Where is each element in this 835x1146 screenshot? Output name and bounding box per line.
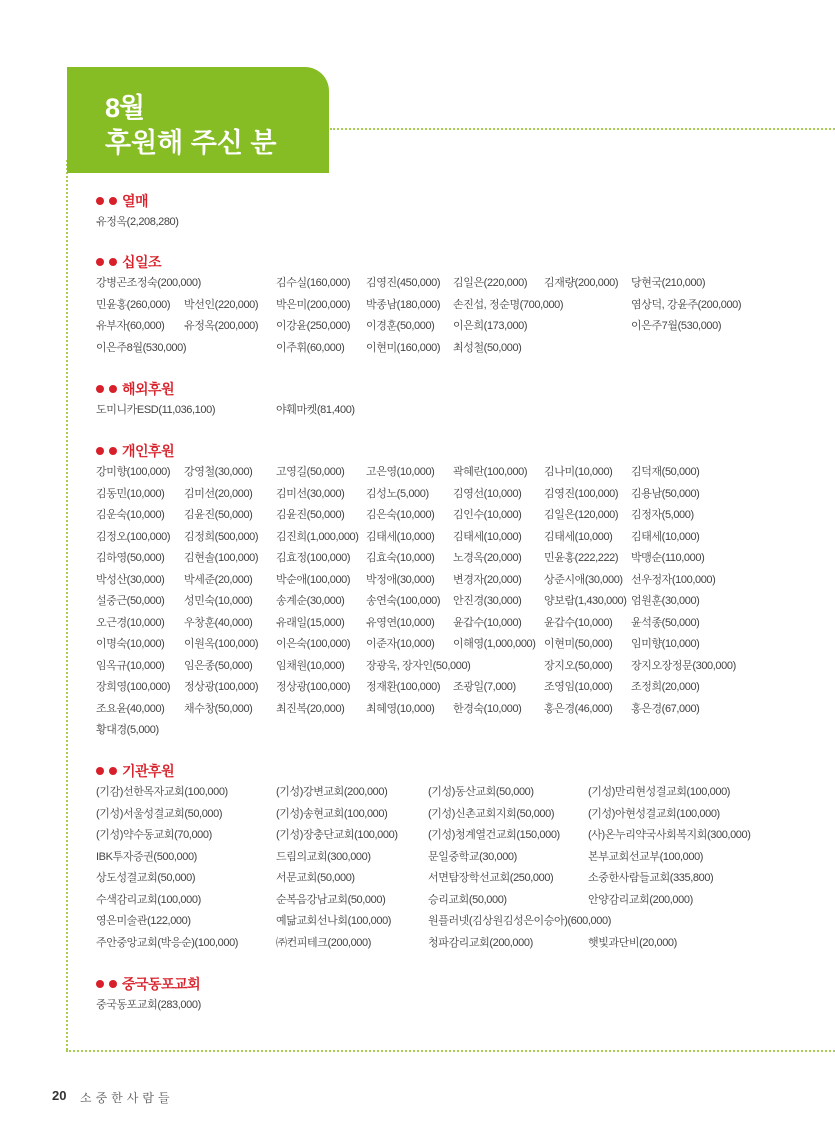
donor-entry: 정상광(100,000) [276,681,351,693]
donor-entry: 김운숙(10,000) [96,509,165,521]
donor-entry: 당현국(210,000) [631,277,706,289]
donor-entry: 엄원훈(30,000) [631,595,700,607]
donor-entry: 박종남(180,000) [366,298,441,311]
donor-row [96,910,611,932]
donor-entry: 이강윤(250,000) [276,320,351,332]
section-title: 개인후원 [122,443,175,459]
page-frame-top [330,128,835,130]
donor-row [96,846,704,868]
donor-entry: 윤석종(50,000) [631,616,700,629]
donor-entry: 장희영(100,000) [96,681,171,693]
section [96,441,736,741]
donor-entry: (기성)강변교회(200,000) [276,786,388,798]
donor-entry: 박정애(30,000) [366,573,435,586]
donor-row [96,294,742,316]
donor-entry: 박순애(100,000) [276,573,351,586]
bullet-dot-icon [109,258,117,266]
donor-entry: 채수창(50,000) [184,702,253,715]
page-frame-bottom [66,1050,835,1052]
donor-entry: 임채원(10,000) [276,659,345,672]
donor-entry: 노경옥(20,000) [453,552,522,564]
donor-entry: 유정옥(2,208,280) [96,216,179,228]
donor-entry: 도미니카ESD(11,036,100) [96,404,216,416]
donor-row [96,803,720,825]
donor-entry: 김동민(10,000) [96,487,165,500]
donor-row [96,719,174,741]
donor-entry: 이은주8월(530,000) [96,341,187,354]
donor-entry: 승리교회(50,000) [428,893,507,906]
donor-entry: 이명숙(10,000) [96,638,165,650]
page-title-month: 8월 [105,93,145,123]
donor-entry: 예닮교회선나회(100,000) [276,915,392,927]
donor-entry: (기성)동산교회(50,000) [428,786,534,798]
donor-row [96,612,700,634]
donor-entry: 장지오(50,000) [544,659,613,672]
page-title-subtitle: 후원해 주신 분 [105,128,277,158]
donor-entry: 송계순(30,000) [276,595,345,607]
donor-entry: 김하영(50,000) [96,552,165,564]
donor-row [96,504,694,526]
donor-entry: 서면탐장학선교회(250,000) [428,872,554,884]
donor-entry: 윤갑수(10,000) [453,616,522,629]
donor-entry: 이경훈(50,000) [366,320,435,332]
donor-entry: 박성산(30,000) [96,573,165,586]
donor-entry: 이준자(10,000) [366,638,435,650]
donor-entry: 김용남(50,000) [631,487,700,500]
donor-entry: 안진경(30,000) [453,595,522,607]
bullet-dot-icon [109,767,117,775]
donor-entry: 송연숙(100,000) [366,595,441,607]
donor-entry: 이현미(160,000) [366,341,441,354]
donor-entry: 소중한사람들교회(335,800) [588,872,714,884]
section-title: 중국동포교회 [122,976,201,992]
donor-entry: 김현솔(100,000) [184,552,259,564]
donor-entry: 김영진(100,000) [544,487,619,500]
donor-entry: 조요윤(40,000) [96,702,165,715]
donor-entry: 최성철(50,000) [453,341,522,354]
donor-entry: 조영임(10,000) [544,681,613,693]
donor-entry: 조정희(20,000) [631,681,700,693]
donor-entry: 이은주7월(530,000) [631,320,722,332]
donor-row [96,272,706,294]
donor-entry: 강미향(100,000) [96,466,171,478]
section-header [96,761,174,781]
donor-entry: 강병곤조정숙(200,000) [96,277,201,289]
donor-entry: 안양감리교회(200,000) [588,893,693,906]
donor-entry: 상도성결교회(50,000) [96,872,196,884]
section-header [96,191,148,211]
bullet-dot-icon [109,385,117,393]
donor-entry: 이현미(50,000) [544,638,613,650]
donor-entry: 양보람(1,430,000) [544,595,627,607]
donor-entry: 최혜영(10,000) [366,702,435,715]
section [96,379,355,421]
donor-entry: 김정희(500,000) [184,530,259,543]
donor-entry: 김태세(10,000) [453,530,522,543]
donor-entry: 김은숙(10,000) [366,509,435,521]
donor-entry: 염상덕, 강윤주(200,000) [631,298,742,311]
donor-entry: 유영연(10,000) [366,616,435,629]
donor-row [96,932,677,954]
donor-row [96,461,700,483]
donor-entry: 원플러넷(김상원김성은이승아)(600,000) [428,915,611,927]
section-header [96,974,200,994]
donor-row [96,337,522,359]
donor-row [96,590,700,612]
donor-entry: 장지오장정문(300,000) [631,659,736,672]
bullet-dot-icon [109,447,117,455]
donor-entry: 김윤진(50,000) [276,509,345,521]
donor-entry: 장광욱, 장자인(50,000) [366,659,471,672]
donor-row [96,824,751,846]
donor-entry: 김덕재(50,000) [631,466,700,478]
donor-entry: 최진복(20,000) [276,702,345,715]
donor-entry: 우창훈(40,000) [184,616,253,629]
donor-row [96,399,355,421]
donor-entry: 김영선(10,000) [453,487,522,500]
donor-entry: 임옥규(10,000) [96,659,165,672]
donor-entry: 박맹순(110,000) [631,552,705,564]
donor-entry: 김정자(5,000) [631,509,694,521]
donor-entry: 홍은경(67,000) [631,702,700,715]
donor-row [96,547,705,569]
donor-entry: 이은희(173,000) [453,320,528,332]
section [96,974,200,1016]
donor-entry: 박은미(200,000) [276,298,351,311]
donor-entry: 유정옥(200,000) [184,320,259,332]
donor-entry: 김미선(20,000) [184,487,253,500]
donor-entry: (기성)아현성결교회(100,000) [588,807,720,820]
donor-entry: 김재량(200,000) [544,277,619,289]
donor-entry: 성민숙(10,000) [184,595,253,607]
donor-entry: 오근경(10,000) [96,616,165,629]
donor-entry: 설중근(50,000) [96,595,165,607]
bullet-dot-icon [109,197,117,205]
donor-entry: IBK투자증권(500,000) [96,850,197,863]
donor-entry: 고은영(10,000) [366,466,435,478]
donor-row [96,781,731,803]
donor-entry: 유래일(15,000) [276,616,345,629]
donor-entry: 수색감리교회(100,000) [96,893,201,906]
donor-row [96,569,716,591]
donor-entry: 김효숙(10,000) [366,552,435,564]
donor-entry: 홍은경(46,000) [544,702,613,715]
donor-entry: 김미선(30,000) [276,487,345,500]
donor-entry: 주안중앙교회(박응순)(100,000) [96,936,239,949]
donor-entry: 김일은(220,000) [453,277,528,289]
donor-entry: 본부교회선교부(100,000) [588,850,704,863]
donor-row [96,655,736,677]
donor-entry: 김효정(100,000) [276,552,351,564]
donor-entry: 임은종(50,000) [184,659,253,672]
section-title: 열매 [122,193,149,209]
donor-row [96,994,200,1016]
donor-entry: 김윤진(50,000) [184,509,253,521]
donor-entry: 상준시애(30,000) [544,573,623,586]
page-number: 20 [52,1088,67,1103]
donor-entry: 영은미술관(122,000) [96,915,191,927]
bullet-dot-icon [96,197,104,205]
donor-entry: 곽혜란(100,000) [453,466,528,478]
donor-entry: 김영진(450,000) [366,277,441,289]
donor-entry: (기감)선한목자교회(100,000) [96,786,228,798]
donor-entry: 민윤홍(222,222) [544,552,619,564]
donor-row [96,211,179,233]
donor-entry: (기성)약수동교회(70,000) [96,829,212,841]
donor-entry: 김성노(5,000) [366,487,429,500]
donor-row [96,867,714,889]
donor-row [96,698,700,720]
donor-entry: 김진희(1,000,000) [276,530,359,543]
donor-row [96,889,693,911]
bullet-dot-icon [96,258,104,266]
section-header [96,379,174,399]
donor-entry: 서문교회(50,000) [276,872,355,884]
donor-row [96,483,700,505]
donor-entry: 이주휘(60,000) [276,341,345,354]
donor-row [96,315,722,337]
donor-entry: 윤갑수(10,000) [544,616,613,629]
section-title: 기관후원 [122,763,175,779]
donor-entry: 김정오(100,000) [96,530,171,543]
donor-entry: 햇빛과단비(20,000) [588,936,677,949]
donor-entry: 고영길(50,000) [276,466,345,478]
footer-label: 소중한사람들 [80,1091,174,1105]
donor-entry: 변경자(20,000) [453,573,522,586]
donor-entry: 중국동포교회(283,000) [96,999,201,1011]
donor-entry: 민윤홍(260,000) [96,298,171,311]
donor-entry: 조광일(7,000) [453,681,516,693]
donor-entry: 선우정자(100,000) [631,573,716,586]
section-title: 해외후원 [122,381,175,397]
donor-entry: 야훼마켓(81,400) [276,404,355,416]
donor-entry: 손진섭, 정순명(700,000) [453,298,564,311]
donor-entry: (기성)신촌교회지회(50,000) [428,807,555,820]
section-header [96,252,161,272]
donor-entry: 박선인(220,000) [184,298,259,311]
bullet-dot-icon [96,447,104,455]
donor-entry: 강영철(30,000) [184,466,253,478]
donor-entry: (사)온누리약국사회복지회(300,000) [588,829,751,841]
donor-entry: 김나미(10,000) [544,466,613,478]
donor-entry: 이해영(1,000,000) [453,638,536,650]
donor-entry: 유부자(60,000) [96,320,165,332]
donor-entry: 임미향(10,000) [631,638,700,650]
donor-entry: 드림의교회(300,000) [276,850,371,863]
donor-entry: (기성)장충단교회(100,000) [276,829,398,841]
donor-entry: 김태세(10,000) [544,530,613,543]
donor-entry: 황대경(5,000) [96,724,159,736]
donor-entry: (기성)서울성결교회(50,000) [96,807,223,820]
donor-entry: 정재환(100,000) [366,681,441,693]
donor-entry: (기성)송현교회(100,000) [276,807,388,820]
donor-row [96,676,700,698]
donor-entry: 문일중학교(30,000) [428,850,517,863]
donor-entry: 이은숙(100,000) [276,638,351,650]
bullet-dot-icon [96,980,104,988]
donor-entry: 한경숙(10,000) [453,702,522,715]
donor-entry: 김일은(120,000) [544,509,619,521]
donor-entry: 이원옥(100,000) [184,638,259,650]
bullet-dot-icon [109,980,117,988]
bullet-dot-icon [96,767,104,775]
section [96,252,742,358]
donor-row [96,633,700,655]
page-frame-left [66,160,68,1050]
donor-row [96,526,700,548]
donor-entry: 정상광(100,000) [184,681,259,693]
donor-entry: 청파감리교회(200,000) [428,936,533,949]
donor-entry: (기성)청계열건교회(150,000) [428,829,560,841]
section [96,761,751,953]
donor-entry: 순복음강남교회(50,000) [276,893,386,906]
donor-entry: 김태세(10,000) [631,530,700,543]
donor-entry: 김태세(10,000) [366,530,435,543]
donor-entry: 김수실(160,000) [276,277,351,289]
donor-entry: 김인수(10,000) [453,509,522,521]
bullet-dot-icon [96,385,104,393]
donor-entry: 박세준(20,000) [184,573,253,586]
section [96,191,179,233]
donor-entry: ㈜컨피테크(200,000) [276,936,371,949]
section-title: 십일조 [122,254,162,270]
donor-entry: (기성)만리현성결교회(100,000) [588,786,731,798]
section-header [96,441,174,461]
